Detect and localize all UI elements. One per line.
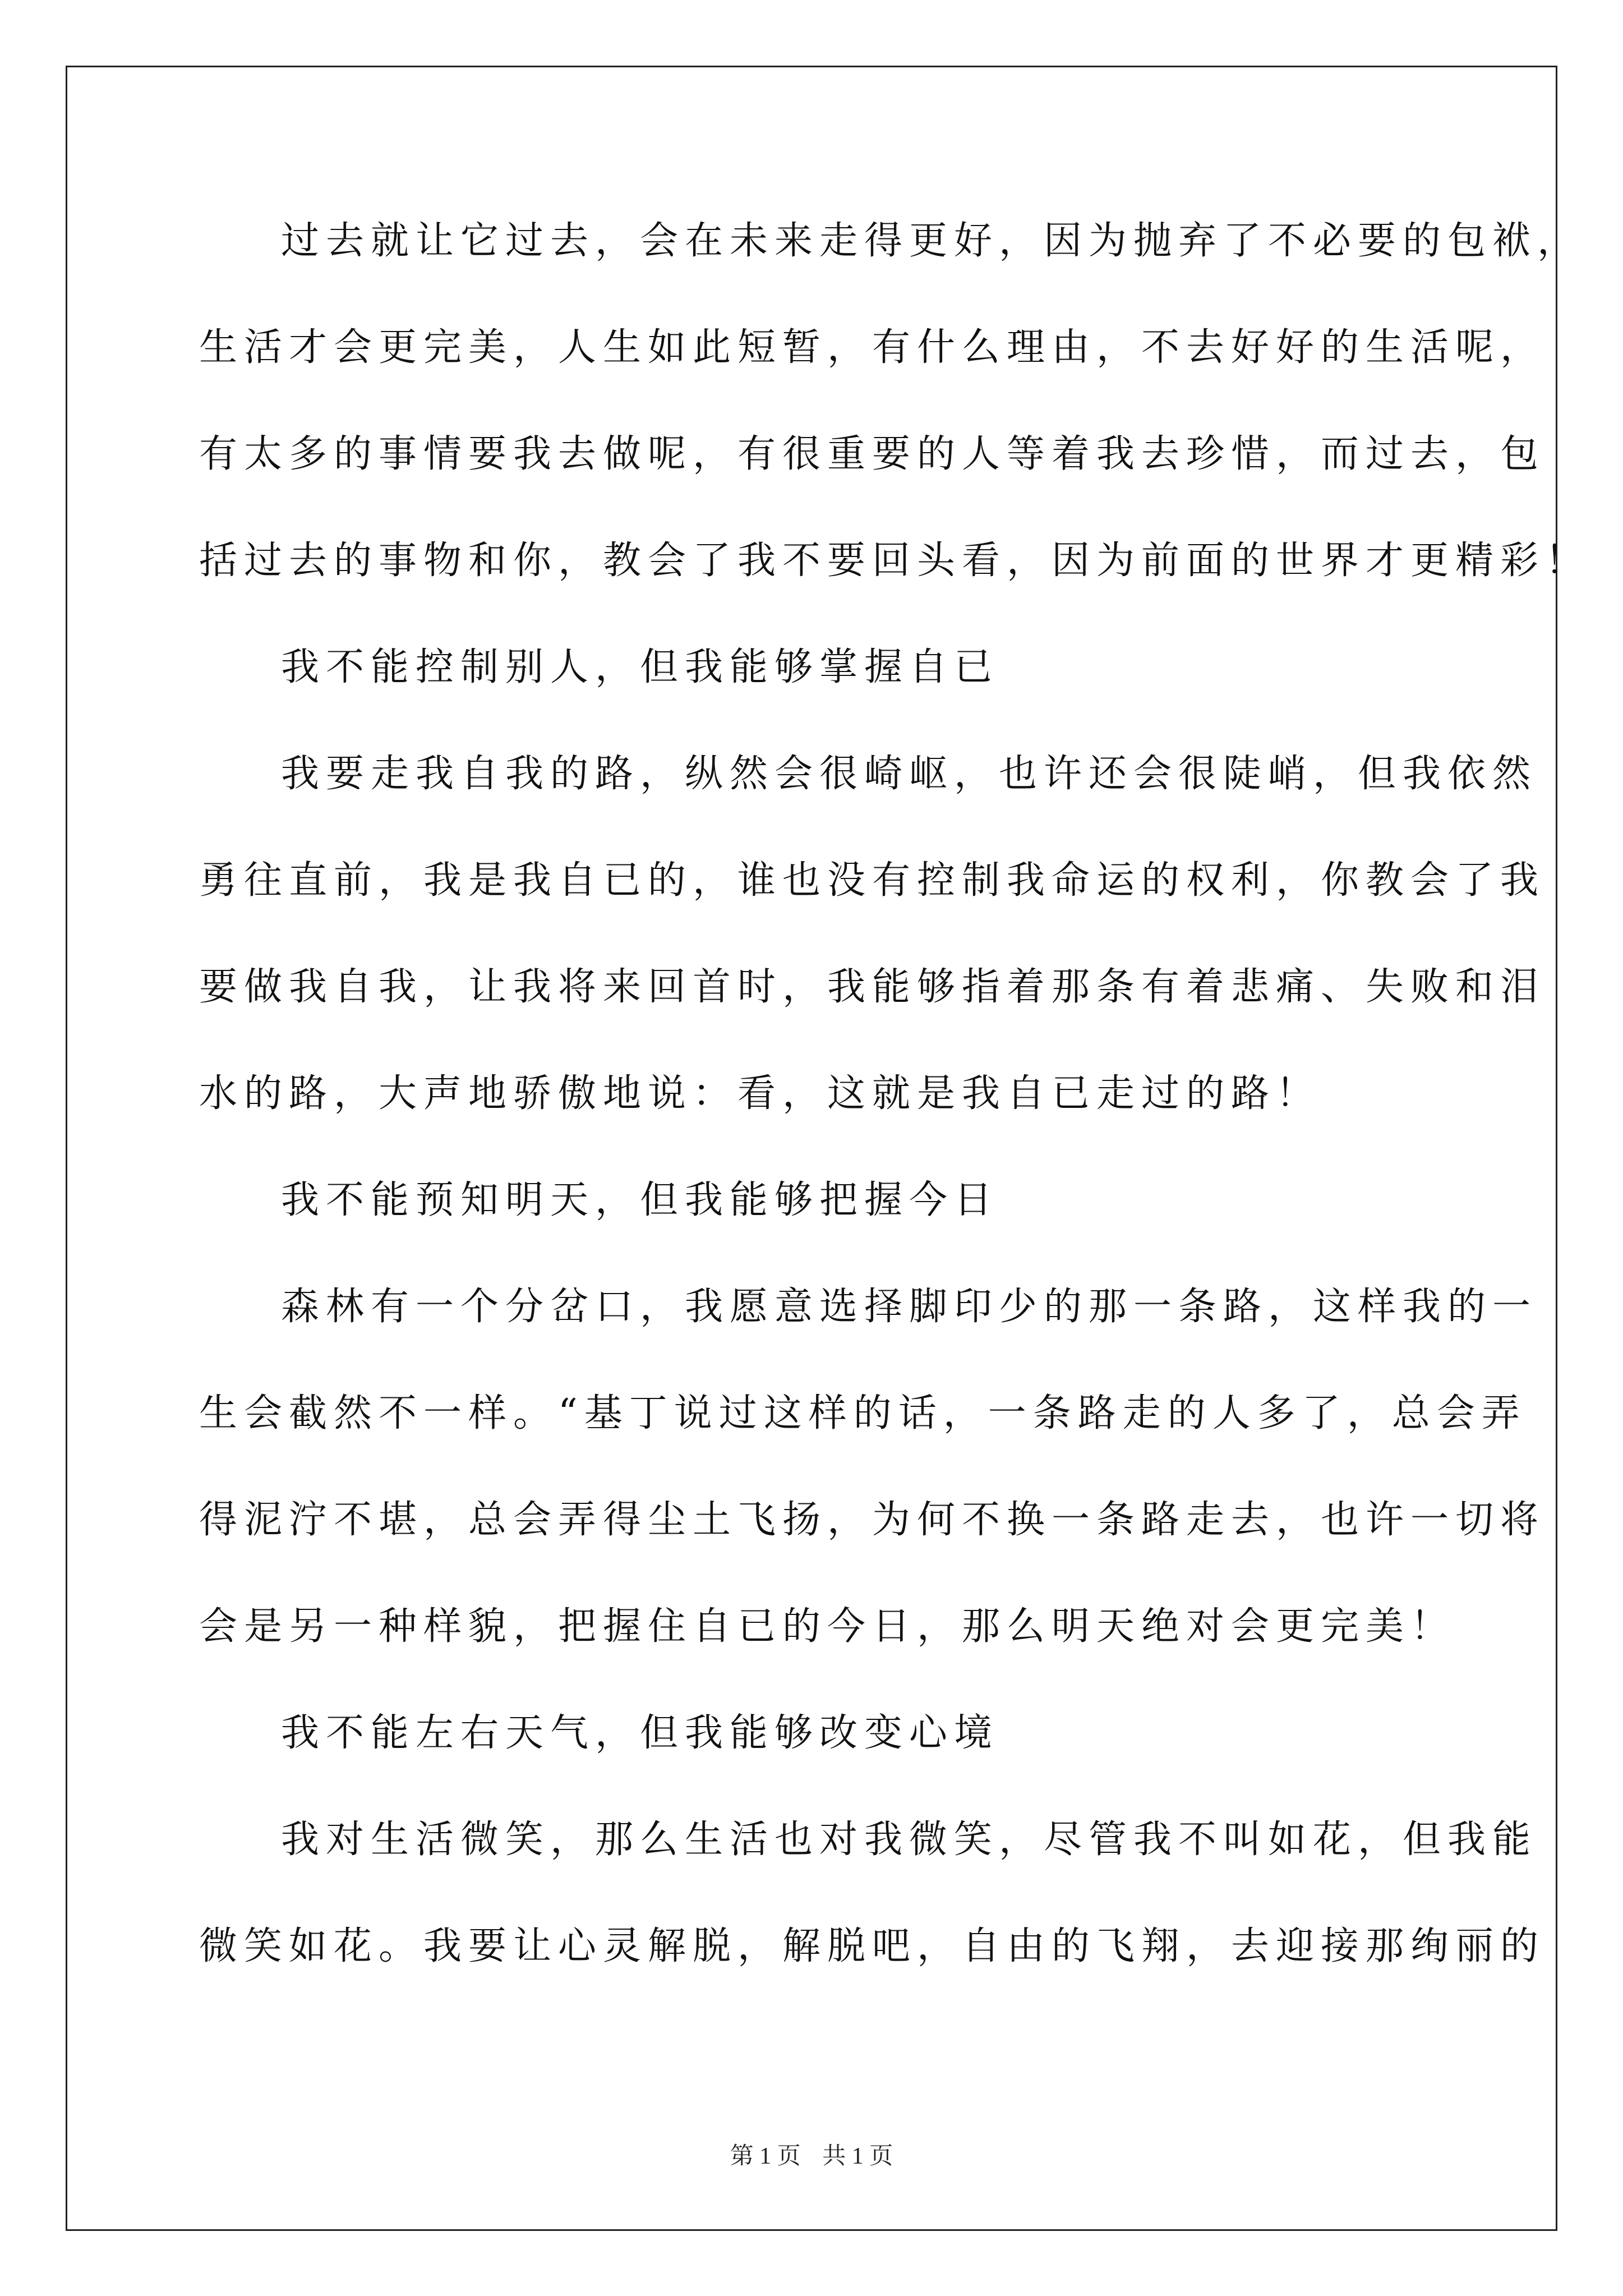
page-total: 共 1 页 (822, 2143, 893, 2169)
text-line: 我要走我自我的路，纵然会很崎岖，也许还会很陡峭，但我依然 (281, 752, 1538, 796)
text-line: 得泥泞不堪，总会弄得尘土飞扬，为何不换一条路走去，也许一切将 (199, 1498, 1546, 1542)
text-line: 水的路，大声地骄傲地说：看，这就是我自已走过的路！ (199, 1071, 1321, 1116)
text-line: 微笑如花。我要让心灵解脱，解脱吧，自由的飞翔，去迎接那绚丽的 (199, 1924, 1546, 1968)
text-line: 生活才会更完美，人生如此短暂，有什么理由，不去好好的生活呢， (199, 325, 1546, 370)
text-line: 括过去的事物和你，教会了我不要回头看，因为前面的世界才更精彩！ (199, 539, 1590, 583)
text-line: 有太多的事情要我去做呢，有很重要的人等着我去珍惜，而过去，包 (199, 432, 1546, 476)
section-heading: 我不能控制别人，但我能够掌握自已 (281, 645, 999, 689)
text-line: 勇往直前，我是我自已的，谁也没有控制我命运的权利，你教会了我 (199, 858, 1546, 903)
text-line: 生会截然不一样。“基丁说过这样的话，一条路走的人多了，总会弄 (199, 1391, 1527, 1435)
text-line: 要做我自我，让我将来回首时，我能够指着那条有着悲痛、失败和泪 (199, 965, 1546, 1009)
text-line: 我对生活微笑，那么生活也对我微笑，尽管我不叫如花，但我能 (281, 1818, 1538, 1862)
section-heading: 我不能预知明天，但我能够把握今日 (281, 1178, 999, 1222)
text-line: 森林有一个分岔口，我愿意选择脚印少的那一条路，这样我的一 (281, 1285, 1538, 1329)
page-frame (66, 66, 1557, 2231)
page-footer (0, 2137, 1623, 2171)
text-line: 会是另一种样貌，把握住自已的今日，那么明天绝对会更完美！ (199, 1604, 1456, 1649)
section-heading: 我不能左右天气，但我能够改变心境 (281, 1711, 999, 1755)
text-line: 过去就让它过去，会在未来走得更好，因为抛弃了不必要的包袱， (281, 219, 1583, 263)
page-number: 第 1 页 (730, 2143, 801, 2169)
